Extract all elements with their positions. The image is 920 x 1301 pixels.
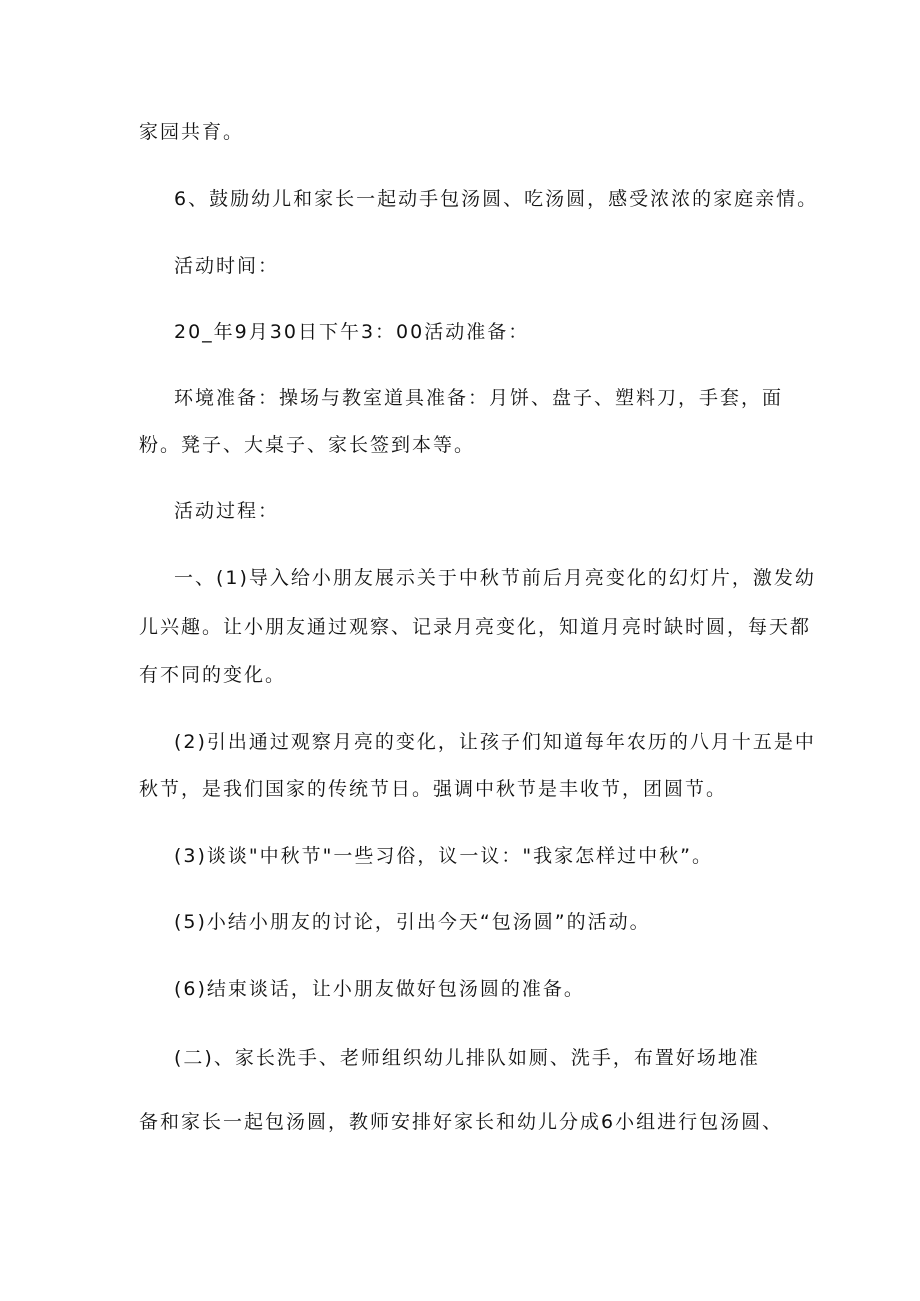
paragraph-line: 秋节，是我们国家的传统节日。强调中秋节是丰收节，团圆节。 <box>139 778 728 800</box>
paragraph-line: (5)小结小朋友的讨论，引出今天“包汤圆”的活动。 <box>174 911 651 933</box>
paragraph-line: (3)谈谈"中秋节"一些习俗，议一议："我家怎样过中秋”。 <box>174 845 713 867</box>
paragraph-line: 有不同的变化。 <box>139 664 287 686</box>
section-heading: 活动过程： <box>174 500 280 522</box>
paragraph-line: 一、(1)导入给小朋友展示关于中秋节前后月亮变化的幻灯片，激发幼 <box>174 567 816 589</box>
paragraph-line: 备和家长一起包汤圆，教师安排好家长和幼儿分成6小组进行包汤圆、 <box>139 1111 784 1133</box>
paragraph-line: 环境准备：操场与教室道具准备：月饼、盘子、塑料刀，手套，面 <box>174 387 784 409</box>
paragraph-line: (二)、家长洗手、老师组织幼儿排队如厕、洗手，布置好场地准 <box>174 1047 760 1069</box>
section-heading: 活动时间： <box>174 255 280 277</box>
paragraph-line: 家园共育。 <box>139 121 245 143</box>
paragraph-line: (2)引出通过观察月亮的变化，让孩子们知道每年农历的八月十五是中 <box>174 731 816 753</box>
paragraph-line: 儿兴趣。让小朋友通过观察、记录月亮变化，知道月亮时缺时圆，每天都 <box>139 616 812 638</box>
paragraph-line: (6)结束谈话，让小朋友做好包汤圆的准备。 <box>174 978 585 1000</box>
paragraph-line: 6、鼓励幼儿和家长一起动手包汤圆、吃汤圆，感受浓浓的家庭亲情。 <box>174 188 819 210</box>
paragraph-line: 20_年9月30日下午3：00活动准备： <box>174 321 530 343</box>
paragraph-line: 粉。凳子、大桌子、家长签到本等。 <box>139 434 476 456</box>
